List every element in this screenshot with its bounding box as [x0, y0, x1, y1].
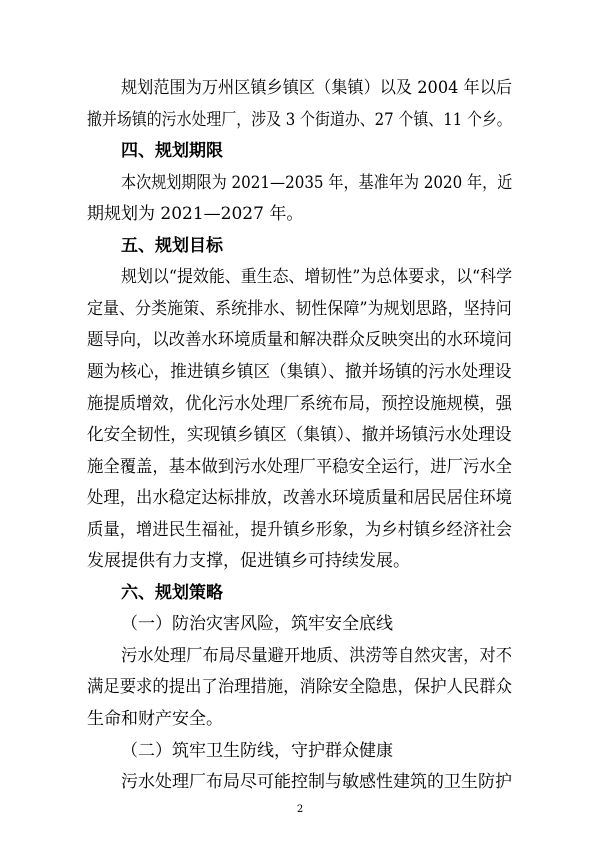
line-text: 化安全韧性，实现镇乡镇区（集镇）、撤并场镇污水处理设 — [87, 425, 512, 445]
subheading-text: （一）防治灾害风险，筑牢安全底线 — [121, 614, 393, 634]
line-text: 定量、分类施策、系统排水、韧性保障”为规划思路，坚持问 — [87, 299, 512, 319]
line-text: 满足要求的提出了治理措施，消除安全隐患，保护人民群众 — [87, 677, 512, 697]
line-text: 规划范围为万州区镇乡镇区（集镇）以及 2004 年以后 — [121, 78, 513, 98]
line-text: 发展提供有力支撑，促进镇乡可持续发展。 — [87, 551, 410, 571]
line-text: 规划以“提效能、重生态、增韧性”为总体要求，以“科学 — [121, 267, 513, 287]
line-text: 质量，增进民生福祉，提升镇乡形象，为乡村镇乡经济社会 — [87, 520, 512, 540]
line-text: 污水处理厂布局尽可能控制与敏感性建筑的卫生防护 — [121, 772, 512, 792]
subheading-text: （二）筑牢卫生防线，守护群众健康 — [121, 741, 393, 761]
heading-text: 六、规划策略 — [121, 583, 223, 603]
line-text: 处理，出水稳定达标排放，改善水环境质量和居民居住环境 — [87, 488, 512, 508]
line-text: 撤并场镇的污水处理厂，涉及 3 个街道办、27 个镇、11 个乡。 — [87, 110, 512, 130]
line-text: 施全覆盖，基本做到污水处理厂平稳安全运行，进厂污水全 — [87, 457, 512, 477]
line-text: 期规划为 2021—2027 年。 — [87, 204, 304, 224]
heading-text: 五、规划目标 — [121, 236, 223, 256]
line-text: 施提质增效，优化污水处理厂系统布局，预控设施规模，强 — [87, 394, 512, 414]
line-text: 题导向，以改善水环境质量和解决群众反映突出的水环境问 — [87, 330, 512, 350]
line-text: 本次规划期限为 2021—2035 年，基准年为 2020 年，近 — [121, 173, 513, 193]
line-text: 生命和财产安全。 — [87, 709, 223, 729]
line-text: 污水处理厂布局尽量避开地质、洪涝等自然灾害，对不 — [121, 646, 512, 666]
page-number: 2 — [296, 804, 304, 815]
heading-text: 四、规划期限 — [121, 141, 223, 161]
line-text: 题为核心，推进镇乡镇区（集镇）、撤并场镇的污水处理设 — [87, 362, 512, 382]
